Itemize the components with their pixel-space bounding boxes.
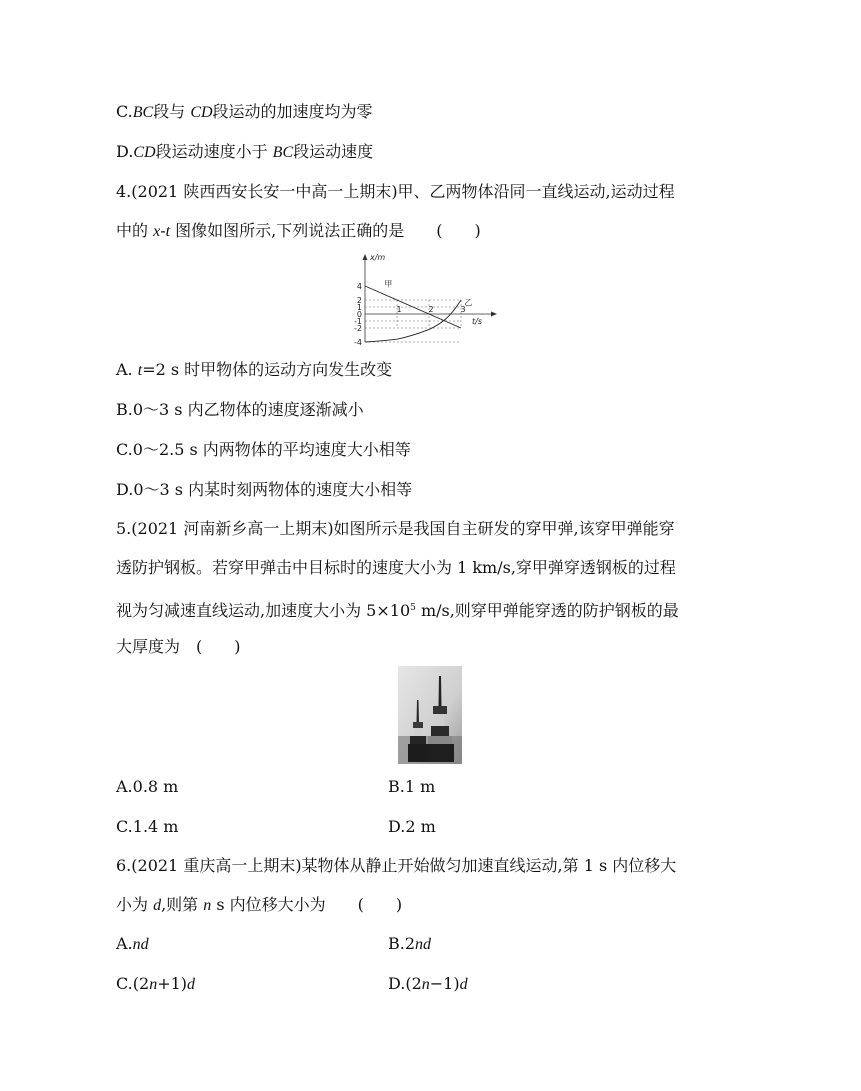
option-5a: A.0.8 m: [116, 777, 179, 796]
y-tick-label: 4: [356, 282, 362, 291]
option-3d: D.CD段运动速度小于 BC段运动速度: [116, 142, 374, 161]
y-tick-label: 2: [356, 296, 362, 305]
question-5-text-2: 透防护钢板。若穿甲弹击中目标时的速度大小为 1 km/s,穿甲弹穿透钢板的过程: [116, 558, 676, 577]
x-tick-label: 2: [428, 305, 434, 314]
question-4-text-1: 4.(2021 陕西西安长安一中高一上期末)甲、乙两物体沿同一直线运动,运动过程: [116, 182, 675, 201]
x-axis-arrow: [491, 312, 497, 317]
question-4-text-2: 中的 x-t 图像如图所示,下列说法正确的是 ( ): [116, 221, 481, 240]
option-5d: D.2 m: [388, 817, 436, 836]
option-6c: C.(2n+1)d: [116, 974, 196, 993]
x-axis-label: t/s: [472, 317, 482, 326]
option-5c: C.1.4 m: [116, 817, 179, 836]
y-tick-label: 1: [356, 303, 362, 312]
y-tick-label: 0: [356, 310, 362, 319]
question-6-text-1: 6.(2021 重庆高一上期末)某物体从静止开始做匀加速直线运动,第 1 s 内位移大: [116, 856, 677, 875]
y-tick-label: -4: [354, 338, 362, 346]
y-tick-label: -2: [354, 324, 362, 333]
option-6a: A.nd: [116, 934, 149, 953]
series-label-1: 甲: [384, 279, 393, 289]
option-4c: C.0～2.5 s 内两物体的平均速度大小相等: [116, 440, 411, 459]
option-4b: B.0～3 s 内乙物体的速度逐渐减小: [116, 400, 364, 419]
question-5-text-3: 视为匀减速直线运动,加速度大小为 $5\times 10^5$ m/s,则穿甲弹能穿透的防护钢板的最: [116, 601, 679, 620]
question-6-text-2: 小为 d,则第 n s 内位移大小为 ( ): [116, 895, 403, 914]
option-4d: D.0～3 s 内某时刻两物体的速度大小相等: [116, 480, 413, 499]
y-axis-arrow: [363, 254, 368, 260]
option-5b: B.1 m: [388, 777, 436, 796]
x-tick-label: 3: [460, 305, 466, 314]
option-6b: B.2nd: [388, 934, 432, 953]
question-5-text-1: 5.(2021 河南新乡高一上期末)如图所示是我国自主研发的穿甲弹,该穿甲弹能穿: [116, 519, 675, 538]
x-tick-label: 1: [396, 305, 402, 314]
guide-lines: [365, 300, 461, 342]
series-label-2: 乙: [464, 297, 473, 307]
armor-piercing-shell-photo: [398, 666, 462, 764]
y-axis-label: x/m: [370, 253, 386, 262]
x-t-graph: [343, 250, 503, 346]
option-6d: D.(2n−1)d: [388, 974, 468, 993]
y-tick-label: -1: [354, 317, 362, 326]
option-3c: C.BC段与 CD段运动的加速度均为零: [116, 102, 373, 121]
question-5-text-4: 大厚度为 ( ): [116, 637, 241, 656]
option-4a: A. t=2 s 时甲物体的运动方向发生改变: [116, 360, 393, 379]
